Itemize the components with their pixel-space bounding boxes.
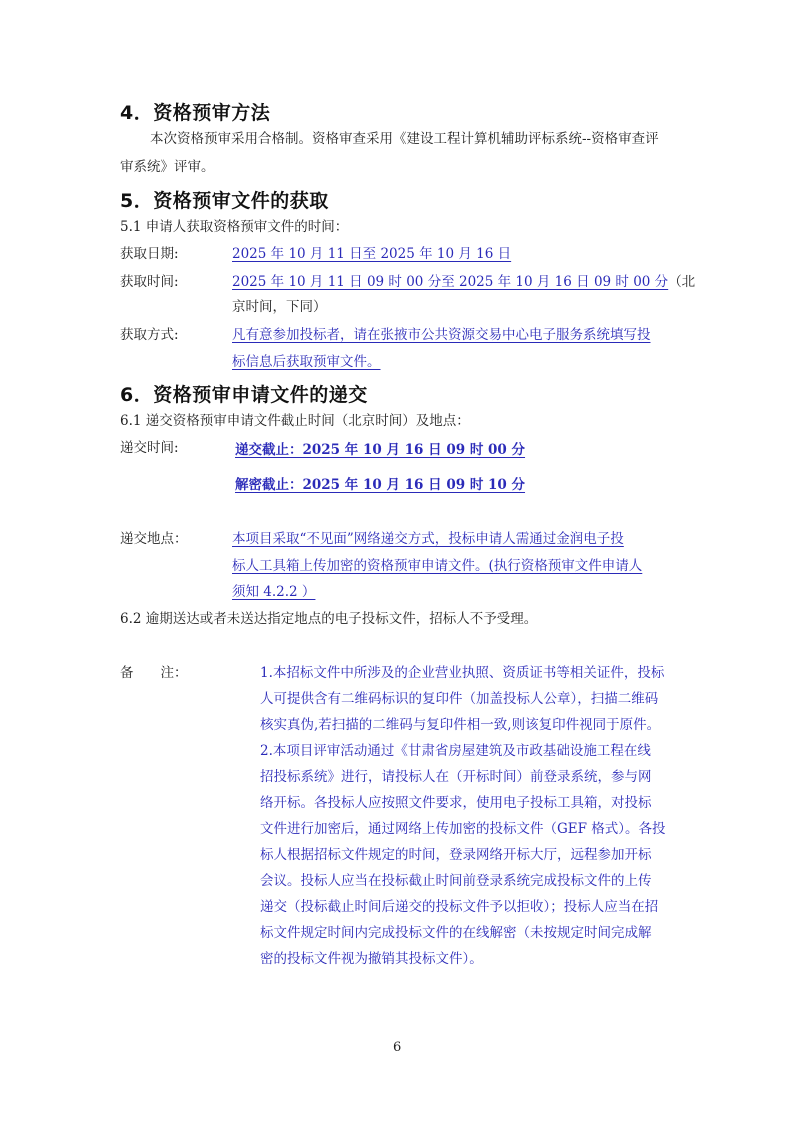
note-line: 标文件规定时间内完成投标文件的在线解密（未按规定时间完成解 [260,925,652,941]
decrypt-deadline: 解密截止：2025 年 10 月 16 日 09 时 10 分 [235,477,526,493]
acquire-time-value: 2025 年 10 月 11 日 09 时 00 分至 2025 年 10 月 16 日 09 时 00 分 [232,274,669,290]
acquire-time-suffix: （北 [668,274,696,290]
note-line: 文件进行加密后，通过网络上传加密的投标文件（GEF 格式）。各投 [260,821,666,837]
section-5-heading: 5．资格预审文件的获取 [120,190,329,212]
late-submission-rule: 6.2 逾期送达或者未送达指定地点的电子投标文件，招标人不予受理。 [120,611,538,627]
submit-place-label: 递交地点： [120,531,188,547]
note-line: 络开标。各投标人应按照文件要求，使用电子投标工具箱，对投标 [260,795,652,811]
section-4-heading: 4．资格预审方法 [120,102,271,124]
submit-time-label: 递交时间: [120,440,179,456]
acquire-method-line-2: 标信息后获取预审文件。 [232,354,381,370]
acquire-method-line-1: 凡有意参加投标者，请在张掖市公共资源交易中心电子服务系统填写投 [232,327,651,343]
section-6-intro: 6.1 递交资格预审申请文件截止时间（北京时间）及地点： [120,413,470,429]
notes-label: 备 注： [120,665,188,681]
note-line: 递交（投标截止时间后递交的投标文件予以拒收）；投标人应当在招 [260,899,659,915]
submit-place-line-1: 本项目采取“不见面”网络递交方式，投标申请人需通过金润电子投 [232,531,624,547]
acquire-time-row [232,270,695,294]
acquire-date-value: 2025 年 10 月 11 日至 2025 年 10 月 16 日 [232,246,512,262]
acquire-time-label: 获取时间: [120,274,179,290]
section-4-body-line-2: 审系统》评审。 [120,159,215,175]
note-line: 标人根据招标文件规定的时间，登录网络开标大厅，远程参加开标 [260,847,652,863]
section-6-heading: 6．资格预审申请文件的递交 [120,384,368,406]
note-line: 1.本招标文件中所涉及的企业营业执照、资质证书等相关证件，投标 [260,665,665,681]
page-number: 6 [393,1040,402,1055]
acquire-time-continuation: 京时间，下同） [232,299,327,315]
note-line: 核实真伪,若扫描的二维码与复印件相一致,则该复印件视同于原件。 [260,717,661,733]
section-4-body-line-1: 本次资格预审采用合格制。资格审查采用《建设工程计算机辅助评标系统--资格审查评 [150,131,659,147]
submit-place-line-2: 标人工具箱上传加密的资格预审申请文件。(执行资格预审文件申请人 [232,558,643,574]
note-line: 会议。投标人应当在投标截止时间前登录系统完成投标文件的上传 [260,873,652,889]
note-line: 2.本项目评审活动通过《甘肃省房屋建筑及市政基础设施工程在线 [260,743,651,759]
submit-place-line-3-wrap [232,580,349,604]
acquire-date-label: 获取日期: [120,246,179,262]
note-line: 密的投标文件视为撤销其投标文件）。 [260,951,483,967]
submit-place-underline-fill [315,580,349,604]
section-5-intro: 5.1 申请人获取资格预审文件的时间： [120,219,349,235]
acquire-method-label: 获取方式: [120,327,179,343]
submit-deadline: 递交截止：2025 年 10 月 16 日 09 时 00 分 [235,442,526,458]
note-line: 招投标系统》进行，请投标人在（开标时间）前登录系统，参与网 [260,769,652,785]
submit-place-line-3: 须知 4.2.2 ） [232,584,316,600]
note-line: 人可提供含有二维码标识的复印件（加盖投标人公章），扫描二维码 [260,691,659,707]
